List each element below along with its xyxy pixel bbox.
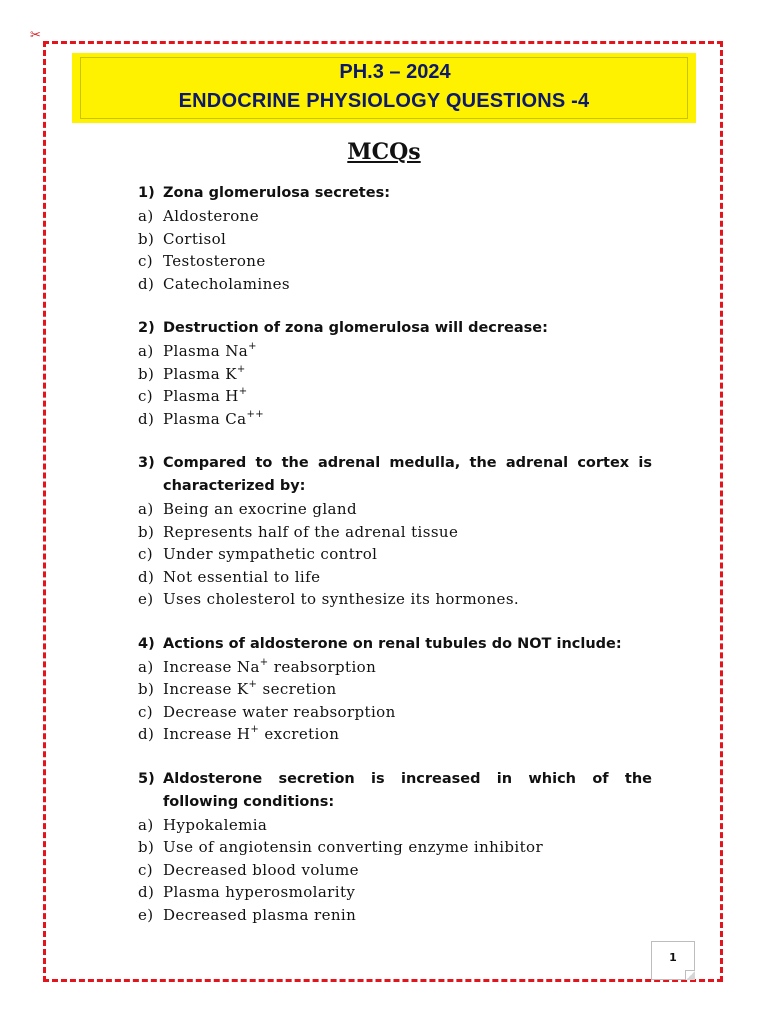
option-superscript: + bbox=[248, 341, 257, 352]
question-block bbox=[138, 452, 652, 611]
option-text: Use of angiotensin converting enzyme inhibitor bbox=[163, 838, 544, 856]
option-text: Increase Na bbox=[163, 657, 260, 676]
scissors-icon: ✂ bbox=[30, 28, 41, 43]
option-letter: e) bbox=[138, 905, 154, 924]
option-letter: d) bbox=[138, 567, 155, 586]
answer-option bbox=[138, 701, 652, 724]
option-text: Catecholamines bbox=[163, 274, 291, 293]
document-title: ENDOCRINE PHYSIOLOGY QUESTIONS -4 bbox=[178, 90, 590, 112]
title-box bbox=[72, 53, 696, 123]
answer-option bbox=[138, 363, 652, 386]
answer-option bbox=[138, 273, 652, 296]
question-block bbox=[138, 768, 652, 927]
option-superscript: + bbox=[248, 679, 258, 690]
option-text: Testosterone bbox=[163, 252, 266, 270]
option-text: Increase K bbox=[163, 680, 249, 698]
answer-option bbox=[138, 881, 652, 904]
option-letter: c) bbox=[138, 702, 154, 721]
answer-option bbox=[138, 814, 652, 837]
question-text: Zona glomerulosa secretes: bbox=[163, 185, 390, 201]
answer-option bbox=[138, 723, 652, 746]
option-letter: c) bbox=[138, 252, 154, 270]
option-letter: d) bbox=[138, 725, 155, 743]
question-stem bbox=[138, 768, 652, 814]
answer-option bbox=[138, 904, 652, 927]
option-text: Decrease water reabsorption bbox=[163, 702, 396, 721]
answer-option bbox=[138, 859, 652, 882]
question-block bbox=[138, 633, 652, 746]
question-text: Actions of aldosterone on renal tubules do NOT include: bbox=[163, 635, 622, 652]
option-text: Represents half of the adrenal tissue bbox=[163, 522, 459, 541]
option-letter: a) bbox=[138, 657, 154, 676]
question-number: 4) bbox=[138, 635, 155, 652]
option-superscript: ++ bbox=[246, 408, 265, 420]
question-number: 1) bbox=[138, 185, 155, 201]
answer-option bbox=[138, 566, 652, 589]
option-text: Hypokalemia bbox=[163, 815, 268, 834]
option-letter: b) bbox=[138, 838, 155, 856]
page-number: 1 bbox=[651, 941, 695, 980]
question-list bbox=[138, 182, 652, 948]
option-text: Aldosterone bbox=[163, 207, 260, 225]
option-text: Plasma H bbox=[163, 387, 239, 405]
option-letter: d) bbox=[138, 883, 155, 901]
option-text: Cortisol bbox=[163, 229, 227, 248]
option-letter: e) bbox=[138, 590, 154, 608]
answer-option bbox=[138, 543, 652, 566]
section-heading: MCQs bbox=[347, 139, 421, 165]
option-text: Plasma Na bbox=[163, 342, 249, 360]
option-superscript: + bbox=[259, 656, 269, 668]
question-number: 3) bbox=[138, 455, 155, 471]
answer-option bbox=[138, 340, 652, 363]
option-letter: a) bbox=[138, 207, 154, 225]
answer-option bbox=[138, 205, 652, 228]
question-number: 5) bbox=[138, 770, 155, 787]
option-text-suffix: reabsorption bbox=[268, 657, 377, 676]
answer-option bbox=[138, 588, 652, 611]
option-letter: a) bbox=[138, 815, 154, 834]
answer-option bbox=[138, 385, 652, 408]
answer-option bbox=[138, 250, 652, 273]
option-letter: c) bbox=[138, 860, 154, 879]
question-text: Destruction of zona glomerulosa will decrease: bbox=[163, 320, 548, 336]
option-text: Decreased blood volume bbox=[163, 860, 359, 879]
option-text: Under sympathetic control bbox=[163, 545, 378, 563]
question-text: Aldosterone secretion is increased in which of the following conditions: bbox=[163, 770, 652, 810]
option-letter: d) bbox=[138, 409, 155, 428]
answer-option bbox=[138, 408, 652, 431]
option-letter: b) bbox=[138, 680, 155, 698]
answer-option bbox=[138, 656, 652, 679]
answer-option bbox=[138, 498, 652, 521]
option-letter: b) bbox=[138, 229, 155, 248]
question-stem bbox=[138, 317, 652, 340]
option-text: Being an exocrine gland bbox=[163, 500, 357, 518]
question-stem bbox=[138, 452, 652, 498]
option-letter: d) bbox=[138, 274, 155, 293]
option-text: Uses cholesterol to synthesize its hormones. bbox=[163, 590, 520, 608]
answer-option bbox=[138, 521, 652, 544]
question-block bbox=[138, 317, 652, 430]
question-number: 2) bbox=[138, 320, 155, 336]
option-superscript: + bbox=[236, 363, 246, 375]
question-stem bbox=[138, 633, 652, 656]
option-letter: a) bbox=[138, 342, 154, 360]
course-code: PH.3 – 2024 bbox=[339, 61, 451, 83]
option-text-suffix: secretion bbox=[257, 680, 337, 698]
option-text: Decreased plasma renin bbox=[163, 905, 357, 924]
option-text: Plasma K bbox=[163, 364, 237, 383]
question-stem bbox=[138, 182, 652, 205]
answer-option bbox=[138, 836, 652, 859]
option-text-suffix: excretion bbox=[259, 725, 340, 743]
option-letter: a) bbox=[138, 500, 154, 518]
option-letter: b) bbox=[138, 522, 155, 541]
option-text: Increase H bbox=[163, 725, 251, 743]
question-block bbox=[138, 182, 652, 295]
option-superscript: + bbox=[238, 386, 248, 397]
option-text: Not essential to life bbox=[163, 567, 321, 586]
option-text: Plasma Ca bbox=[163, 409, 247, 428]
option-superscript: + bbox=[250, 724, 260, 735]
answer-option bbox=[138, 678, 652, 701]
answer-option bbox=[138, 228, 652, 251]
option-letter: c) bbox=[138, 387, 154, 405]
question-text: Compared to the adrenal medulla, the adrenal cortex is characterized by: bbox=[163, 455, 652, 494]
option-letter: c) bbox=[138, 545, 154, 563]
option-text: Plasma hyperosmolarity bbox=[163, 883, 356, 901]
option-letter: b) bbox=[138, 364, 155, 383]
